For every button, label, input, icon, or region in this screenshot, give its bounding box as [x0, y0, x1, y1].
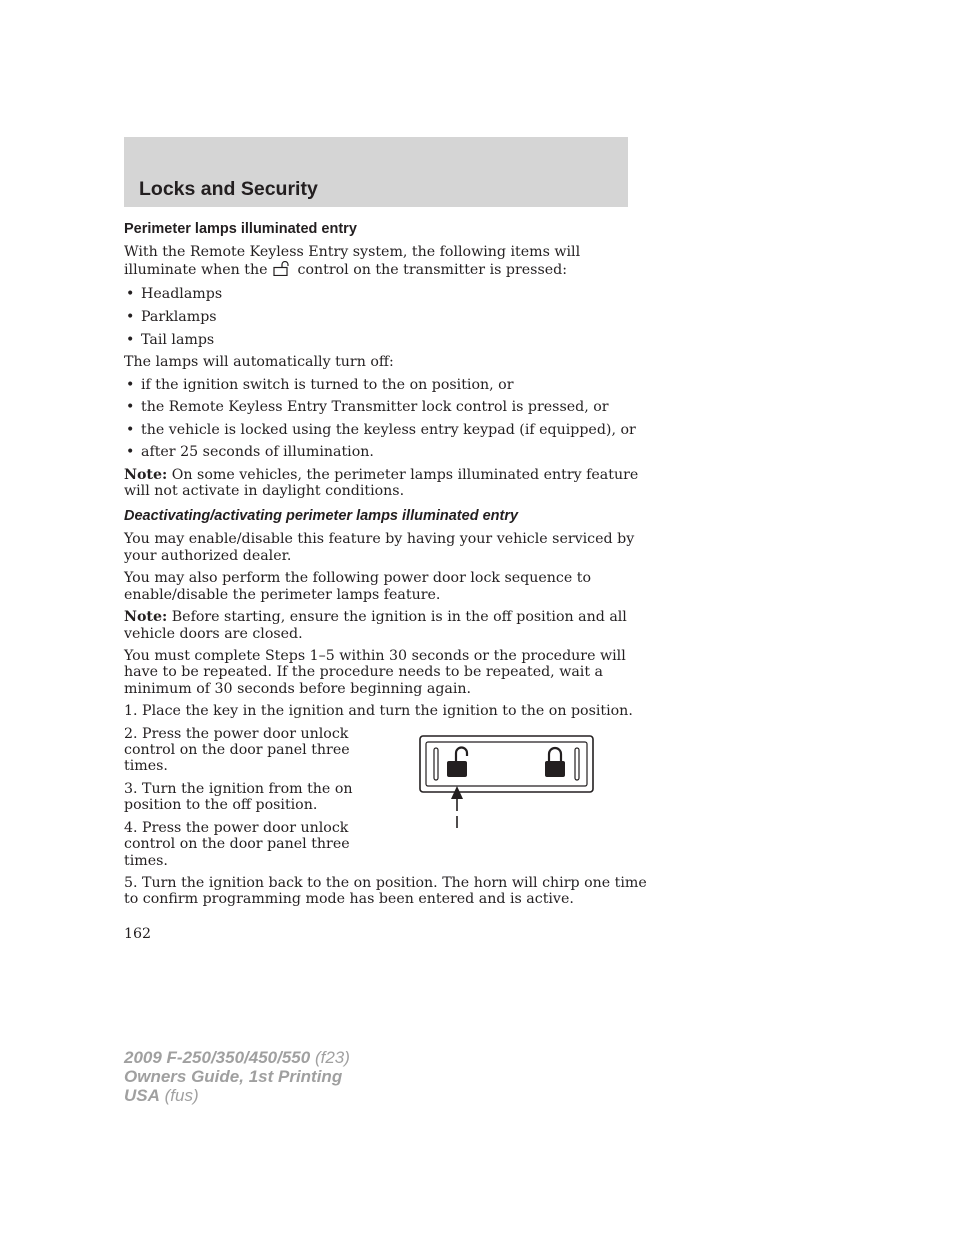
paragraph-line: You may also perform the following power door lock sequence to [124, 570, 592, 586]
step-4-line: times. [124, 853, 168, 869]
list-item: • the vehicle is locked using the keyless entry keypad (if equipped), or [126, 422, 636, 438]
paragraph-line: You must complete Steps 1–5 within 30 seconds or the procedure will [124, 648, 626, 664]
list-item: • if the ignition switch is turned to the on position, or [126, 377, 514, 393]
step-4-line: control on the door panel three [124, 836, 350, 852]
unlock-padlock-icon [273, 261, 289, 276]
note-line-1: Note: On some vehicles, the perimeter lamps illuminated entry feature [124, 467, 639, 483]
intro-line-2 [124, 261, 567, 279]
paragraph-line: minimum of 30 seconds before beginning again. [124, 681, 472, 697]
step-4-line: 4. Press the power door unlock [124, 820, 349, 836]
step-5-line: to confirm programming mode has been entered and is active. [124, 891, 574, 907]
page-number: 162 [124, 926, 152, 942]
footer-line-3: USA (fus) [124, 1086, 199, 1105]
intro-line-2b: control on the transmitter is pressed: [297, 262, 567, 278]
list-item: • Headlamps [126, 286, 223, 302]
step-1: 1. Place the key in the ignition and turn the ignition to the on position. [124, 703, 633, 719]
paragraph-line: have to be repeated. If the procedure needs to be repeated, wait a [124, 664, 604, 680]
list-item: • the Remote Keyless Entry Transmitter lock control is pressed, or [126, 399, 609, 415]
note-line-1: Note: Before starting, ensure the ignition is in the off position and all [124, 609, 627, 625]
paragraph-line: your authorized dealer. [124, 548, 292, 564]
step-3-line: 3. Turn the ignition from the on [124, 781, 353, 797]
note-line-2: vehicle doors are closed. [124, 626, 303, 642]
heading-perimeter-lamps: Perimeter lamps illuminated entry [124, 221, 357, 237]
step-5-line: 5. Turn the ignition back to the on position. The horn will chirp one time [124, 875, 647, 891]
turnoff-intro: The lamps will automatically turn off: [124, 354, 394, 370]
paragraph-line: You may enable/disable this feature by having your vehicle serviced by [124, 531, 635, 547]
heading-deactivating: Deactivating/activating perimeter lamps illuminated entry [124, 508, 519, 524]
footer-line-2: Owners Guide, 1st Printing [124, 1067, 343, 1086]
step-2-line: times. [124, 758, 168, 774]
footer-line-1: 2009 F-250/350/450/550 (f23) [124, 1048, 350, 1067]
list-item: • Parklamps [126, 309, 217, 325]
note-line-2: will not activate in daylight conditions. [124, 483, 405, 499]
document-footer [124, 1048, 350, 1105]
step-3-line: position to the off position. [124, 797, 318, 813]
intro-line-1: With the Remote Keyless Entry system, the following items will [124, 244, 581, 260]
list-item: • Tail lamps [126, 332, 215, 348]
intro-line-2a: illuminate when the [124, 262, 268, 278]
step-2-line: 2. Press the power door unlock [124, 726, 349, 742]
step-2-line: control on the door panel three [124, 742, 350, 758]
paragraph-line: enable/disable the perimeter lamps feature. [124, 587, 441, 603]
door-lock-switch-illustration [418, 735, 596, 831]
list-item: • after 25 seconds of illumination. [126, 444, 374, 460]
section-title: Locks and Security [139, 178, 318, 200]
